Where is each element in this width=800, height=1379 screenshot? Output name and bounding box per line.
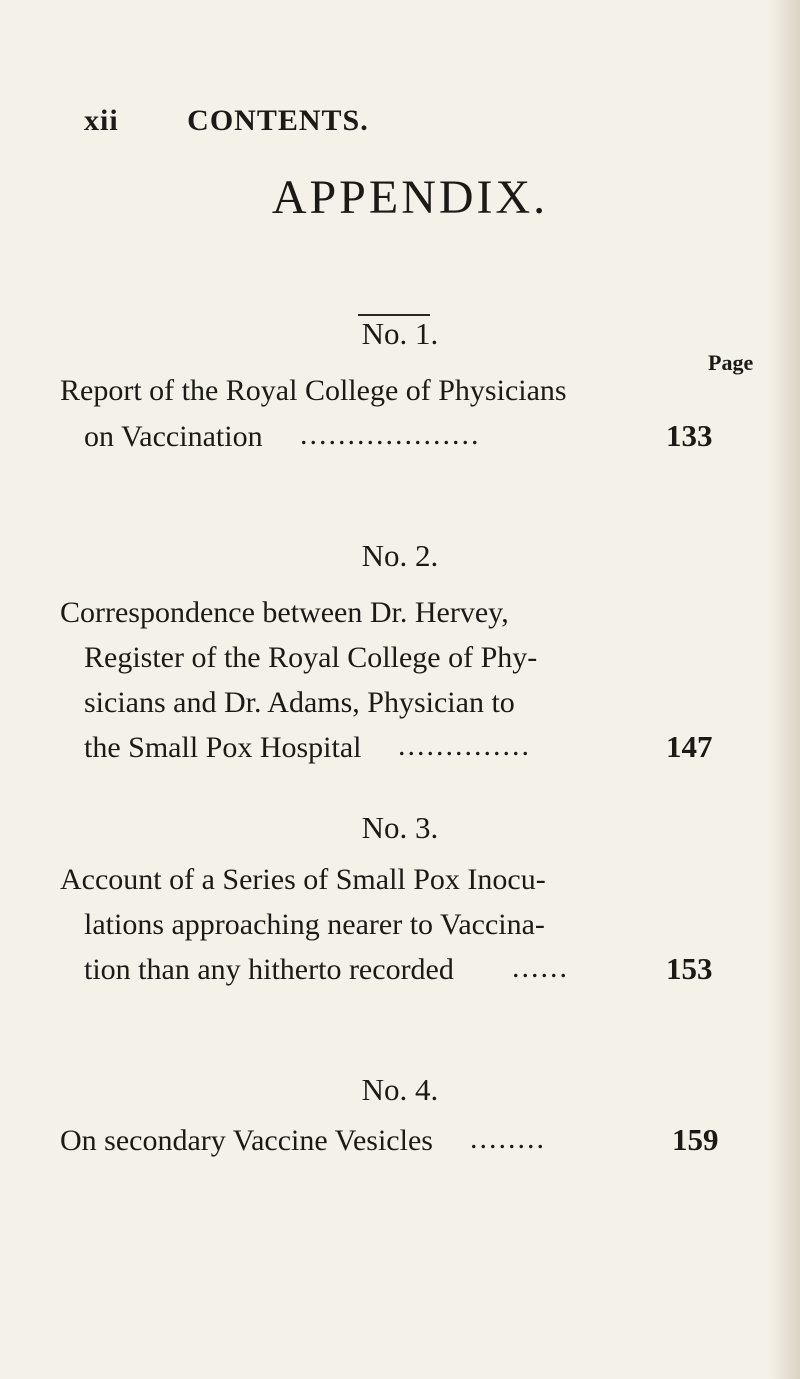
page-number: 147 bbox=[666, 729, 713, 764]
running-head bbox=[84, 104, 369, 138]
entry-text-line: the Small Pox Hospital bbox=[84, 731, 362, 764]
entry-text-line: sicians and Dr. Adams, Physician to bbox=[84, 686, 515, 719]
page-column-label: Page bbox=[708, 350, 754, 375]
dot-leader: ........ bbox=[470, 1122, 546, 1155]
entry-text-line: Account of a Series of Small Pox Inocu- bbox=[60, 863, 546, 896]
entry-text-line: On secondary Vaccine Vesicles bbox=[60, 1124, 433, 1157]
entry-text-line: Report of the Royal College of Physicians bbox=[60, 374, 567, 407]
entry-number: No. 1. bbox=[361, 316, 439, 351]
entry-number: No. 2. bbox=[361, 538, 439, 573]
entry-text-line: Correspondence between Dr. Hervey, bbox=[60, 596, 509, 629]
entry-number: No. 4. bbox=[361, 1072, 439, 1107]
entry-text-line: tion than any hitherto recorded bbox=[84, 953, 454, 986]
running-head-title: CONTENTS. bbox=[187, 104, 369, 137]
appendix-title: APPENDIX. bbox=[271, 171, 549, 224]
entry-number: No. 3. bbox=[361, 810, 439, 845]
entry-text-line: Register of the Royal College of Phy- bbox=[84, 641, 538, 674]
entry-text-line: on Vaccination bbox=[84, 420, 263, 453]
page-number: 153 bbox=[666, 951, 713, 986]
entry-text-line: lations approaching nearer to Vaccina- bbox=[84, 908, 545, 941]
page-number: 133 bbox=[666, 418, 713, 453]
dot-leader: ................... bbox=[300, 418, 481, 451]
page-number: 159 bbox=[672, 1122, 719, 1157]
page-folio: xii bbox=[84, 104, 119, 137]
dot-leader: .............. bbox=[398, 729, 531, 762]
dot-leader: ...... bbox=[512, 951, 569, 984]
